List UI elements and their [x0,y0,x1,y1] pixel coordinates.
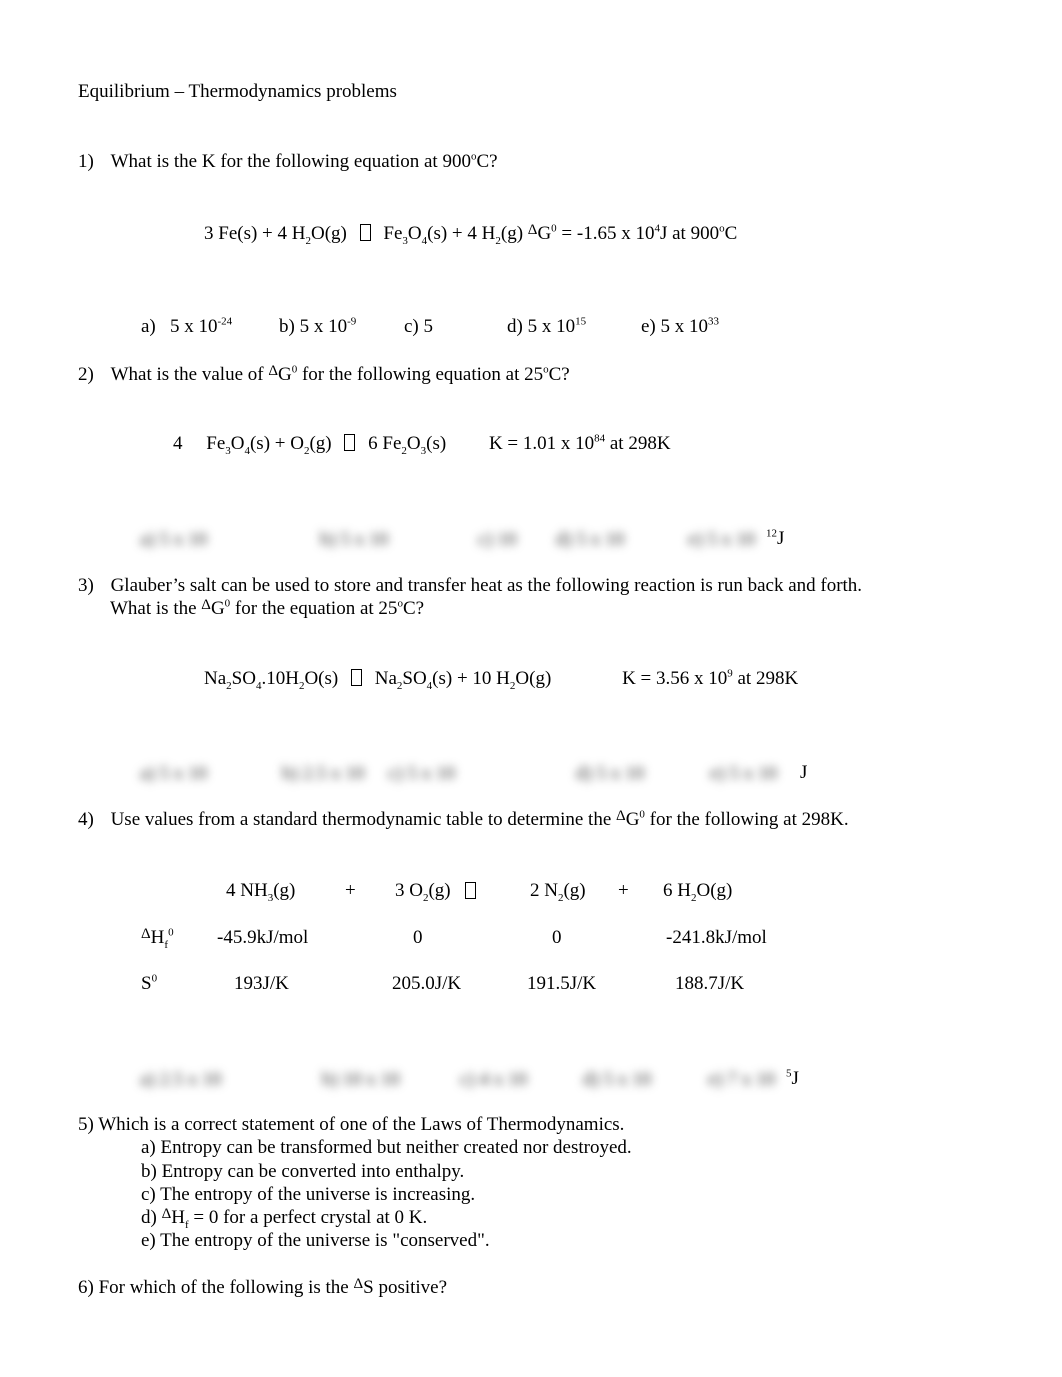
question-1 [78,152,498,171]
q4-choice-a-blurred: a) 2.5 x 10 [140,1069,222,1090]
question-6: 6) For which of the following is the $^\Delta$S positive? [78,1276,448,1298]
hf-row-label: $^\Delta H_f^0$ [141,926,174,951]
species-n2: 2 $N_2(g)$ [530,880,586,904]
delta-icon: Δ [353,1276,364,1292]
question-number: 4) [78,809,94,830]
q4-choice-b-blurred: b) 10 x 10 [322,1069,400,1090]
q1-choice-d: d) 5 x $10^{15}$ [507,315,587,337]
q5-choice-e: e) The entropy of the universe is "conserved". [141,1230,490,1251]
species-o2: 3 $O_2(g)$ [395,880,451,904]
delta-icon: Δ [201,597,211,613]
q4-choice-d-blurred: d) 5 x 10 [583,1069,652,1090]
q2-equation: 4 $Fe_3O_4(s) + O_2(g)$ 6 $Fe_2O_3(s) K = 1.01$ x $10^{84}$ at 298K [173,432,671,457]
question-text: What is the K for the following equation at 900$^o$C? [110,150,498,172]
q2-choice-e-blurred: e) 5 x 10 [688,529,756,550]
hf-value: -241.8kJ/mol [666,927,767,948]
q2-choice-a-blurred: a) 5 x 10 [140,529,208,550]
hf-value: -45.9kJ/mol [217,927,309,948]
s-value: 191.5J/K [527,973,597,994]
question-text: Use values from a standard thermodynamic table to determine the $^\Delta G^0$ for the following at 298K. [110,808,849,830]
q2-choice-b-blurred: b) 5 x 10 [320,529,389,550]
q5-choice-c: c) The entropy of the universe is increasing. [141,1184,476,1205]
delta-icon: Δ [141,926,151,942]
q5-choice-d: d) $^\Delta H_f = 0$ for a perfect crystal at 0 K. [141,1206,428,1231]
q4-choice-e-blurred: e) 7 x 10 [708,1069,776,1090]
delta-icon: Δ [268,363,278,379]
delta-icon: Δ [161,1206,172,1222]
question-2 [78,365,570,384]
delta-icon: Δ [616,808,626,824]
q1-choice-b: b) 5 x $10^{-9}$ [279,315,357,337]
question-number: 3) [78,575,94,596]
s-value: 188.7J/K [675,973,745,994]
question-number: 2) [78,364,94,385]
question-3 [78,576,862,595]
hf-value: 0 [552,927,562,948]
q3-choice-c-blurred: c) 5 x 10 [388,763,456,784]
s-value: 205.0J/K [392,973,462,994]
s-value: 193J/K [234,973,289,994]
q3-choice-a-blurred: a) 5 x 10 [140,763,208,784]
q3-choice-e-blurred: e) 5 x 10 [710,763,778,784]
q3-equation: $Na_2SO_4.10H_2O(s) Na_2SO_4(s) + 10$ $H_2O(g) K = 3.56$ x $10^9$ at 298K [204,667,799,692]
q4-unit: $^5$J [786,1067,799,1089]
reaction-arrow-icon [360,224,371,241]
q3-choice-b-blurred: b) 2.5 x 10 [282,763,365,784]
question-4 [78,810,849,829]
delta-icon: Δ [527,222,538,238]
species-nh3: 4 $NH_3(g)$ [226,880,296,904]
q5-choice-a: a) Entropy can be transformed but neither created nor destroyed. [141,1137,632,1158]
q1-choice-c: c) 5 [404,316,434,337]
q2-choice-c-blurred: c) 10 [478,529,517,550]
page-title: Equilibrium – Thermodynamics problems [78,81,397,102]
question-5: 5) Which is a correct statement of one of the Laws of Thermodynamics. [78,1114,625,1135]
q5-choice-b: b) Entropy can be converted into enthalpy. [141,1161,465,1182]
species-h2o: 6 $H_2O(g)$ [663,880,733,904]
question-text: What is the value of $^\Delta G^0$ for the following equation at 25$^o$C? [110,363,570,385]
q1-choice-a: a) 5 x $10^{-24}$ [141,315,233,337]
q1-choice-e: e) 5 x $10^{33}$ [641,315,720,337]
s-row-label: $S^0$ [141,972,158,994]
question-text-line-1: Glauber’s salt can be used to store and transfer heat as the following reaction is run back and forth. [110,575,863,596]
plus-sign: + [618,880,629,901]
question-text-line-2: What is the $^\Delta G^0$ for the equation at 25$^o$C? [110,597,425,619]
q2-choice-d-blurred: d) 5 x 10 [556,529,625,550]
q3-unit: J [800,762,808,783]
question-number: 1) [78,151,94,172]
reaction-arrow-icon [351,669,362,686]
q3-choice-d-blurred: d) 5 x 10 [576,763,645,784]
reaction-arrow-icon [344,434,355,451]
reaction-arrow-icon [465,882,476,899]
q2-unit: $^{12}$J [766,527,785,549]
hf-value: 0 [413,927,423,948]
q1-equation: 3 Fe(s) + 4 $H_2O(g) Fe_3O_4(s) + 4$ $H_2(g) ^\Delta G^0 = -1.65$ x $10^4J$ at 900$^o$C [204,222,738,247]
q4-choice-c-blurred: c) 4 x 10 [460,1069,528,1090]
plus-sign: + [345,880,356,901]
